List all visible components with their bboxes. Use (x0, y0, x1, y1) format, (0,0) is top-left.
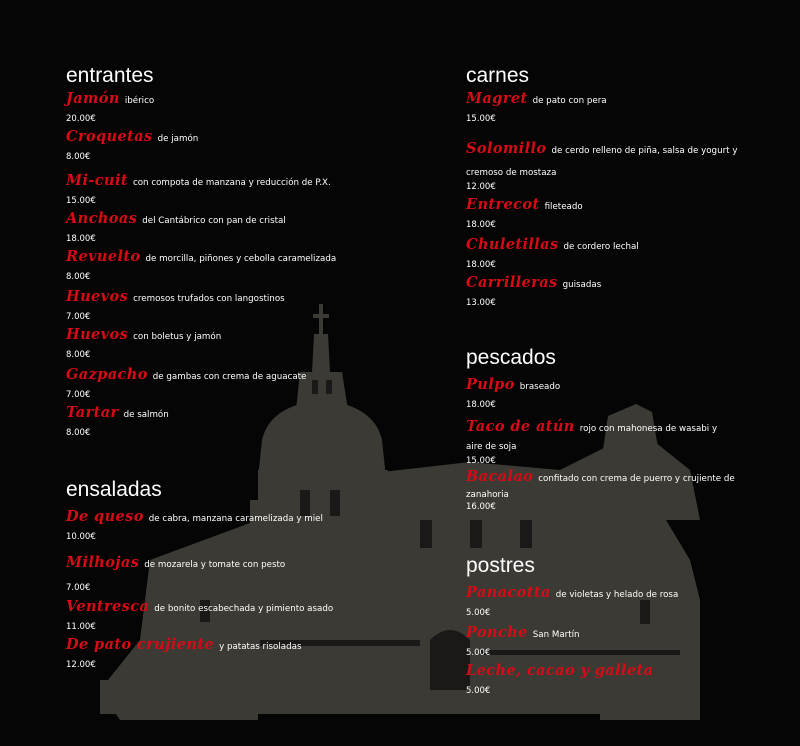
dish-name: Huevos (66, 288, 129, 305)
menu-item (466, 468, 766, 513)
dish-price: 15.00€ (466, 114, 496, 124)
dish-price: 8.00€ (66, 152, 91, 162)
dish-price: 7.00€ (66, 390, 91, 400)
dish-description: San Martín (532, 630, 580, 640)
section-title-pescados: pescados (466, 346, 556, 369)
dish-price: 7.00€ (66, 312, 91, 322)
dish-name: De pato crujiente (66, 636, 215, 653)
dish-description: de violetas y helado de rosa (555, 590, 679, 600)
dish-name: Panacotta (466, 584, 551, 601)
dish-description: y patatas risoladas (219, 642, 302, 652)
menu-item (66, 210, 366, 245)
dish-name: Huevos (66, 326, 129, 343)
dish-name: Pulpo (466, 376, 515, 393)
dish-price: 5.00€ (466, 648, 491, 658)
dish-name: Taco de atún (466, 418, 575, 435)
dish-price: 7.00€ (66, 583, 91, 593)
dish-description: de gambas con crema de aguacate (152, 372, 307, 382)
dish-price: 20.00€ (66, 114, 96, 124)
section-postres (466, 554, 766, 696)
dish-description: de mozarela y tomate con pesto (144, 560, 286, 570)
dish-price: 16.00€ (466, 502, 496, 512)
dish-name: Leche, cacao y galleta (466, 662, 654, 679)
menu-item (466, 274, 736, 309)
menu-item (66, 326, 336, 361)
dish-name: De queso (66, 508, 144, 525)
dish-name: Mi-cuit (66, 172, 128, 189)
dish-description-continued: cremoso de mostaza (466, 168, 557, 178)
dish-name: Ponche (466, 624, 528, 641)
menu-item (466, 196, 736, 231)
dish-price: 18.00€ (466, 220, 496, 230)
dish-description: de salmón (123, 410, 169, 420)
menu-item (466, 236, 736, 271)
dish-price: 8.00€ (66, 350, 91, 360)
dish-price: 18.00€ (466, 400, 496, 410)
dish-price: 18.00€ (66, 234, 96, 244)
menu-item (66, 90, 336, 125)
menu-item (66, 288, 366, 323)
dish-description: de cerdo relleno de piña, salsa de yogurt y (551, 146, 738, 156)
dish-name: Solomillo (466, 140, 547, 157)
dish-description: guisadas (562, 280, 602, 290)
dish-price: 11.00€ (66, 622, 96, 632)
dish-price: 13.00€ (466, 298, 496, 308)
menu-item (66, 508, 366, 543)
dish-description: del Cantábrico con pan de cristal (142, 216, 286, 226)
dish-name: Revuelto (66, 248, 141, 265)
dish-name: Chuletillas (466, 236, 559, 253)
menu-item (466, 662, 736, 697)
dish-name: Carrilleras (466, 274, 558, 291)
dish-name: Magret (466, 90, 528, 107)
dish-description-continued: zanahoria (466, 490, 509, 500)
dish-name: Jamón (66, 90, 120, 107)
dish-price: 15.00€ (466, 456, 496, 466)
dish-description: de jamón (157, 134, 199, 144)
section-pescados (466, 346, 766, 512)
menu-item (66, 554, 366, 594)
menu-item (66, 248, 366, 283)
dish-description: confitado con crema de puerro y crujiente de (538, 474, 735, 484)
dish-description: de pato con pera (532, 96, 607, 106)
dish-description-continued: aire de soja (466, 442, 517, 452)
dish-name: Ventresca (66, 598, 150, 615)
dish-name: Tartar (66, 404, 119, 421)
dish-description: rojo con mahonesa de wasabi y (579, 424, 718, 434)
menu-item (66, 172, 366, 207)
section-title-entrantes: entrantes (66, 64, 154, 87)
dish-name: Croquetas (66, 128, 153, 145)
dish-price: 12.00€ (466, 182, 496, 192)
section-entrantes (66, 64, 366, 438)
menu-item (66, 128, 336, 163)
dish-name: Gazpacho (66, 366, 148, 383)
dish-description: fileteado (544, 202, 583, 212)
dish-price: 10.00€ (66, 532, 96, 542)
dish-description: braseado (519, 382, 561, 392)
dish-name: Anchoas (66, 210, 138, 227)
dish-price: 5.00€ (466, 686, 491, 696)
menu-item (466, 418, 766, 467)
menu-item (466, 376, 736, 411)
dish-name: Milhojas (66, 554, 140, 571)
menu-item (66, 366, 366, 401)
menu-item (466, 584, 736, 619)
menu-item (66, 404, 336, 439)
menu-item (466, 90, 736, 125)
dish-description: cremosos trufados con langostinos (133, 294, 285, 304)
section-title-carnes: carnes (466, 64, 530, 87)
dish-description: de bonito escabechada y pimiento asado (154, 604, 334, 614)
dish-price: 18.00€ (466, 260, 496, 270)
dish-description: de cabra, manzana caramelizada y miel (148, 514, 323, 524)
menu-item (466, 624, 736, 659)
dish-price: 12.00€ (66, 660, 96, 670)
menu-item (466, 140, 766, 193)
section-title-postres: postres (466, 554, 535, 577)
dish-description: con compota de manzana y reducción de P.X. (132, 178, 331, 188)
dish-description: de cordero lechal (563, 242, 639, 252)
menu-item (66, 636, 366, 671)
section-title-ensaladas: ensaladas (66, 478, 162, 501)
dish-name: Bacalao (466, 468, 534, 485)
menu-item (66, 598, 366, 633)
dish-description: con boletus y jamón (133, 332, 222, 342)
dish-price: 5.00€ (466, 608, 491, 618)
dish-description: de morcilla, piñones y cebolla caramelizada (145, 254, 337, 264)
dish-price: 8.00€ (66, 272, 91, 282)
dish-price: 8.00€ (66, 428, 91, 438)
dish-price: 15.00€ (66, 196, 96, 206)
dish-description: ibérico (124, 96, 155, 106)
dish-name: Entrecot (466, 196, 540, 213)
section-ensaladas (66, 478, 366, 670)
section-carnes (466, 64, 766, 308)
